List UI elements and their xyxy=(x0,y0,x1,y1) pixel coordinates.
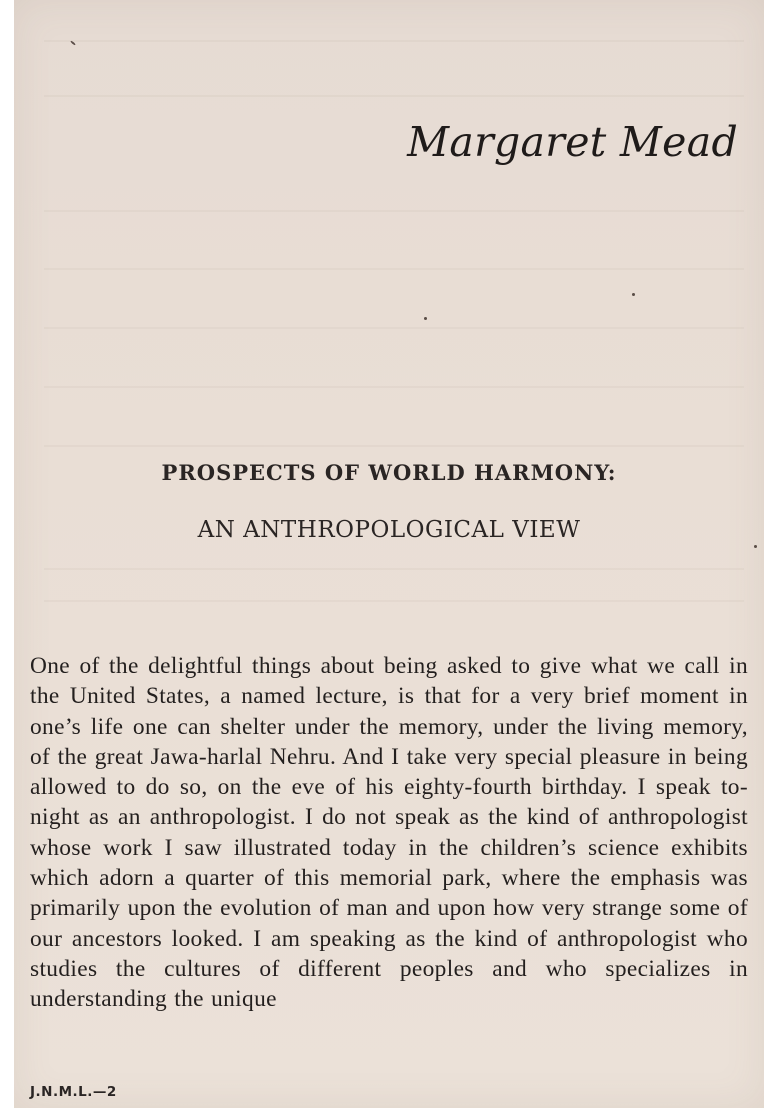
show-through-texture xyxy=(44,40,744,42)
show-through-texture xyxy=(44,327,744,329)
chapter-title: PROSPECTS OF WORLD HARMONY: xyxy=(161,460,617,485)
show-through-texture xyxy=(44,445,744,447)
paper-speck xyxy=(632,293,635,296)
paper-speck xyxy=(424,317,427,320)
show-through-texture xyxy=(44,95,744,97)
show-through-texture xyxy=(44,600,744,602)
paper-speck xyxy=(754,545,757,548)
show-through-texture xyxy=(44,210,744,212)
chapter-subtitle: AN ANTHROPOLOGICAL VIEW xyxy=(197,517,581,543)
book-page xyxy=(14,0,764,1108)
show-through-texture xyxy=(44,386,744,388)
signature-mark: J.N.M.L.—2 xyxy=(30,1084,117,1100)
show-through-texture xyxy=(44,568,744,570)
body-paragraph: One of the delightful things about being asked to give what we call in the United States, a named lecture, is that for a very brief moment in one’s life one can shelter under the memory, under the living memory, of the great Jawa-harlal Nehru. And I take very special pleasure in being allowed to do so, on the eve of his eighty-fourth birthday. I speak to-night as an anthropologist. I do not speak as the kind of anthropologist whose work I saw illustrated today in the children’s science exhibits which adorn a quarter of this memorial park, where the emphasis was primarily upon the evolution of man and upon how very strange some of our ancestors looked. I am speaking as the kind of anthropologist who studies the cultures of different peoples and who specializes in understanding the unique xyxy=(30,653,748,1013)
author-name: Margaret Mead xyxy=(407,118,738,166)
show-through-texture xyxy=(44,268,744,270)
